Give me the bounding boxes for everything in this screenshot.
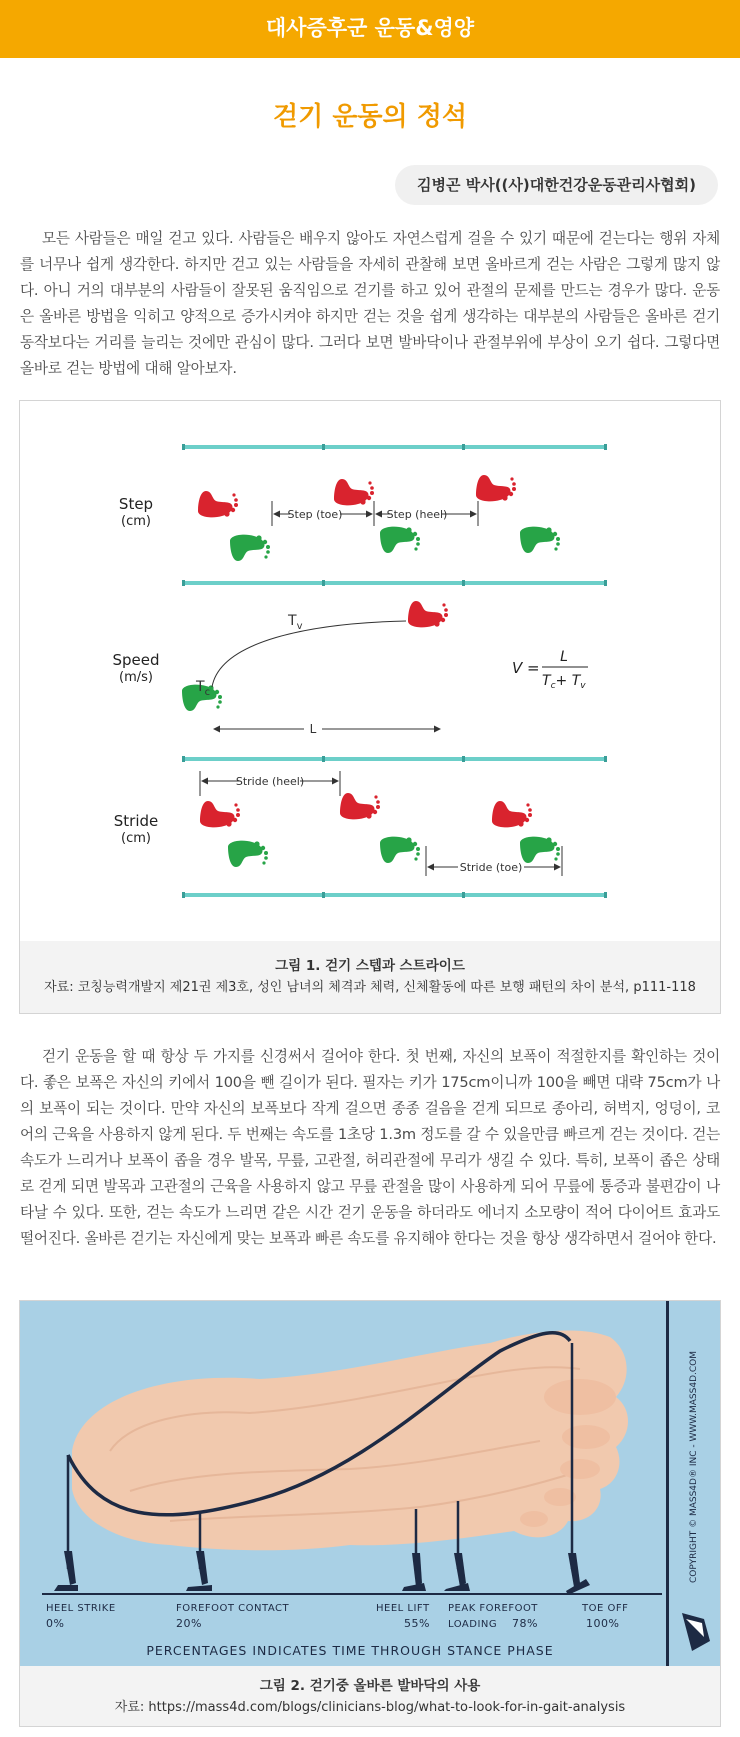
length-label: L: [309, 722, 317, 736]
stride-label: Stride: [113, 812, 159, 830]
red-footprint: [200, 801, 240, 827]
phase-pct: 0%: [46, 1617, 65, 1630]
red-footprint: [340, 793, 380, 819]
green-footprint: [380, 837, 420, 863]
stride-unit: (cm): [121, 831, 151, 846]
site-header: [0, 0, 740, 58]
article-paragraph-1: 모든 사람들은 매일 걷고 있다. 사람들은 배우지 않아도 자연스럽게 걸을 수 있기 때문에 걷는다는 행위 자체를 너무나 쉽게 생각한다. 하지만 걷고 있는 사람들을 자세히 관찰해 보면 올바르게 걷는 사람은 그렇게 많지 않다. 아니 거의 대부분의 사람들이 잘못된 움직임으로 걷기를 하고 있어 관절의 문제를 만드는 경우가 많다. 운동은 올바른 방법을 익히고 양적으로 증가시켜야 하지만 걷는 것을 쉽게 생각하는 대부분의 사람들은 올바른 걷기 동작보다는 거리를 늘리는 것에만 관심이 많다. 그러다 보면 발바닥이나 관절부위에 부상이 오기 쉽다. 그렇다면 올바로 걷는 방법에 대해 알아보자.: [20, 230, 720, 377]
phase-pct: 20%: [176, 1617, 202, 1630]
step-label: Step: [118, 495, 154, 513]
trajectory-curve: [212, 621, 406, 687]
step-unit: (cm): [121, 514, 151, 529]
figure1-caption-title: 그림 1. 걷기 스텝과 스트라이드: [275, 958, 465, 974]
figure1-caption: [20, 941, 720, 1013]
figure-foot-stance: [19, 1300, 721, 1727]
phase-name: HEEL LIFT: [376, 1603, 430, 1614]
tc-label: $T_c$: [196, 679, 211, 698]
green-footprint: [380, 527, 420, 553]
step-toe-label: Step (toe): [287, 508, 343, 521]
figure-step-stride: [19, 400, 721, 1014]
phase-name: TOE OFF: [582, 1603, 629, 1614]
header-title: 대사증후군 운동&영양: [265, 16, 475, 40]
green-footprint: [520, 527, 560, 553]
speed-unit: (m/s): [119, 670, 153, 685]
red-footprint-large: [408, 601, 448, 627]
red-footprint: [334, 479, 374, 505]
green-footprint: [520, 837, 560, 863]
phase-name: FOREFOOT CONTACT: [176, 1603, 290, 1614]
phase-pct: 78%: [512, 1617, 538, 1630]
phase-name: PEAK FOREFOOT: [448, 1603, 538, 1614]
green-footprint: [228, 841, 268, 867]
formula-denominator: $T_c+ T_v$: [542, 673, 586, 691]
copyright-text: COPYRIGHT © MASS4D® INC - WWW.MASS4D.COM: [689, 1351, 699, 1583]
gait-diagram: [20, 401, 720, 941]
tv-label: $T_v$: [288, 613, 303, 632]
step-heel-label: Step (heel): [386, 508, 448, 521]
stride-toe-label: Stride (toe): [459, 861, 523, 874]
speed-label: Speed: [112, 651, 160, 669]
article-title: 걷기 운동의 정석: [273, 102, 467, 132]
author-badge: 김병곤 박사((사)대한건강운동관리사협회): [395, 165, 718, 205]
stride-heel-label: Stride (heel): [235, 775, 305, 788]
formula-numerator: L: [560, 649, 568, 665]
article-paragraph-2: 걷기 운동을 할 때 항상 두 가지를 신경써서 걸어야 한다. 첫 번째, 자신의 보폭이 적절한지를 확인하는 것이다. 좋은 보폭은 자신의 키에서 100을 뺀 길이가 된다. 필자는 키가 175cm이니까 100을 빼면 대략 75cm가 나의 보폭이 되는 것이다. 만약 자신의 보폭보다 작게 걸으면 종종 걸음을 걷게 되므로 종아리, 허벅지, 엉덩이, 코어의 근육을 사용하지 않게 된다. 두 번째는 속도를 1초당 1.3m 정도를 갈 수 있을만큼 빠르게 걷는 것이다. 걷는 속도가 느리거나 보폭이 좁을 경우 발목, 무릎, 고관절, 허리관절에 무리가 생길 수 있다. 특히, 보폭이 좁은 상태로 걷게 되면 발목과 고관절의 근육을 사용하지 않고 무릎 관절을 많이 사용하게 되어 무릎에 통증과 불편감이 나타날 수 있다. 또한, 걷는 속도가 느리면 같은 시간 걷기 운동을 하더라도 에너지 소모량이 적어 다이어트 효과도 떨어진다. 올바른 걷기는 자신에게 맞는 보폭과 빠른 속도를 유지해야 한다는 것을 항상 생각하면서 걸어야 한다.: [20, 1048, 720, 1247]
phase-name: HEEL STRIKE: [46, 1603, 116, 1614]
red-footprint: [476, 475, 516, 501]
phase-name-2: LOADING: [448, 1619, 498, 1630]
figure2-caption-title: 그림 2. 걷기중 올바른 발바닥의 사용: [259, 1678, 481, 1694]
green-footprint: [230, 535, 270, 561]
stance-phase-caption: PERCENTAGES INDICATES TIME THROUGH STANCE PHASE: [146, 1643, 554, 1658]
red-footprint: [198, 491, 238, 517]
phase-pct: 100%: [586, 1617, 620, 1630]
formula-v: V =: [512, 659, 540, 677]
figure2-caption-source: 자료: https://mass4d.com/blogs/clinicians-blog/what-to-look-for-in-gait-analysis: [114, 1700, 626, 1715]
phase-pct: 55%: [404, 1617, 430, 1630]
figure1-caption-source: 자료: 코칭능력개발지 제21권 제3호, 성인 남녀의 체격과 체력, 신체활동에 따른 보행 패턴의 차이 분석, p111-118: [44, 980, 696, 995]
red-footprint: [492, 801, 532, 827]
foot-stance-diagram: [20, 1301, 720, 1667]
figure2-caption: [20, 1666, 720, 1726]
